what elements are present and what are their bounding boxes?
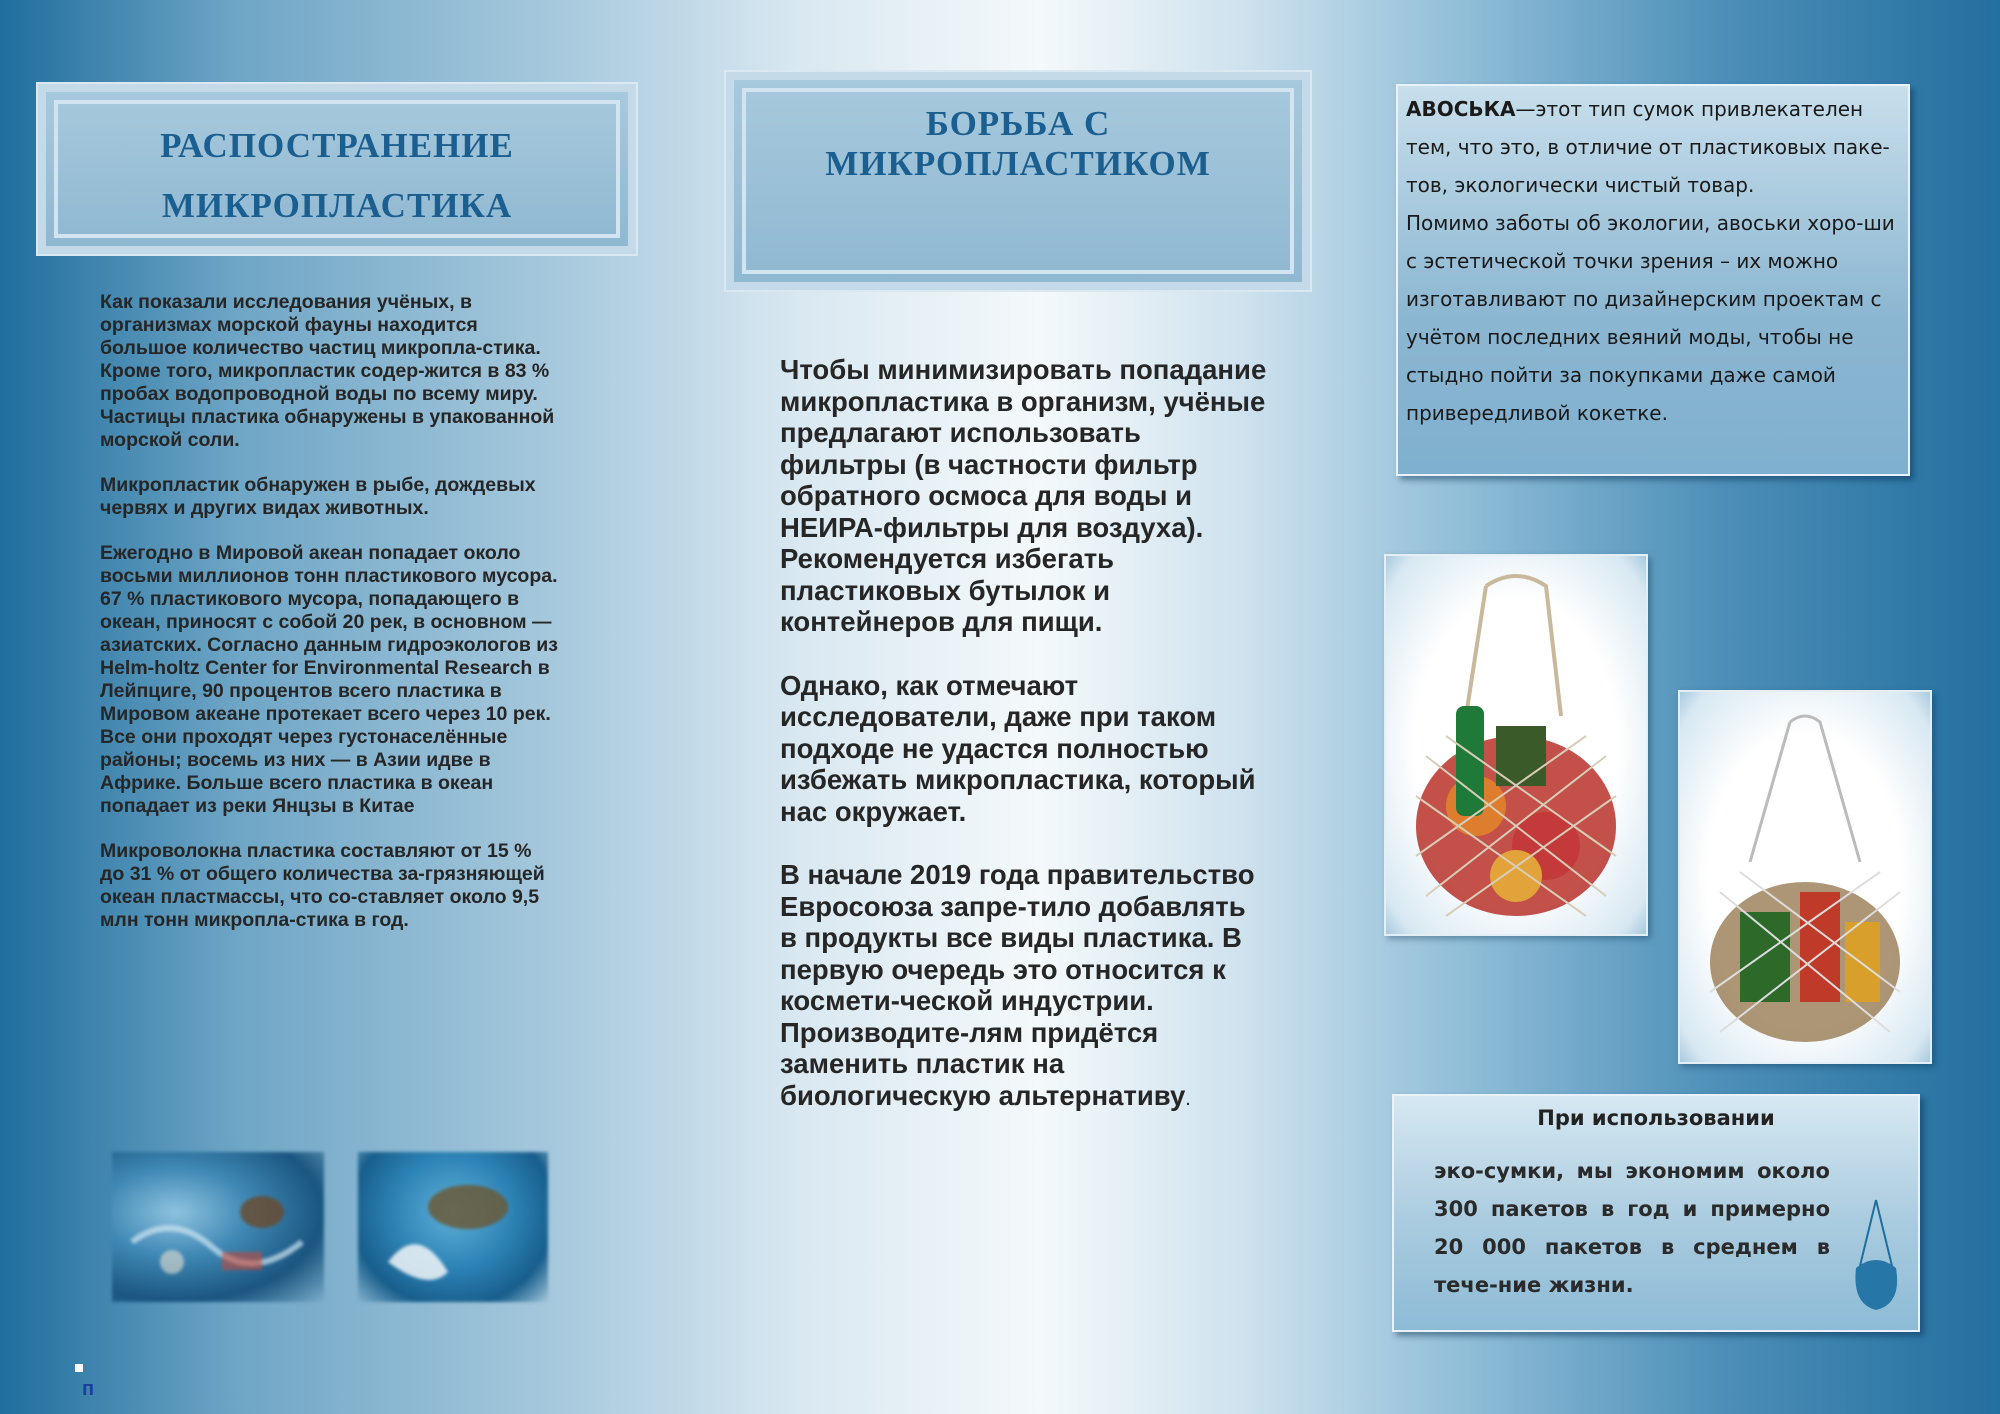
fight-paragraph-2: Однако, как отмечают исследователи, даже при таком подходе не удастся полностью избежать микропластика, который нас окружает. <box>780 669 1256 827</box>
net-bag-icon <box>1386 556 1646 934</box>
net-bag-icon-2 <box>1680 692 1930 1062</box>
usage-info-box <box>1392 1094 1920 1332</box>
fight-paragraph-1: Чтобы минимизировать попадание микропластика в организм, учёные предлагают использовать фильтры (в частности фильтр обратного осмоса для воды и НЕИРА-фильтры для воздуха). Рекомендуется избегать пластиковых бутылок и контейнеров для пищи. <box>780 354 1267 637</box>
turtle-icon <box>358 1152 548 1302</box>
spread-paragraph-4: Микроволокна пластика составляют от 15 % до 31 % от общего количества за-грязняющей океан пластмассы, что со-ставляет около 9,5 млн тонн микропла-стика в год. <box>100 840 545 931</box>
fight-paragraph-3: В начале 2019 года правительство Евросоюза запре-тило добавлять в продукты все виды пластика. В первую очередь это относится к космети-ческой индустрии. Производите-лям придётся заменить пластик на биологическую альтернативу. <box>780 859 1255 1111</box>
bullet-mark <box>75 1364 83 1372</box>
net-bag-photo-2 <box>1678 690 1932 1064</box>
spread-paragraph-1: Как показали исследования учёных, в организмах морской фауны находится большое количество частиц микропла-стика. Кроме того, микропластик содер-жится в 83 % пробах водопроводной воды по всему миру. Частицы пластика обнаружены в упакованной морской соли. <box>100 291 555 451</box>
title-box-fight <box>726 72 1310 290</box>
net-bag-photo-1 <box>1384 554 1648 936</box>
spread-paragraph-3: Ежегодно в Мировой акеан попадает около восьми миллионов тонн пластикового мусора. 67 % пластикового мусора, попадающего в океан, приносят с собой 20 рек, в основном — азиатских. Согласно данным гидроэкологов из Helm-holtz Center for Environmental Research в Лейпциге, 90 процентов всего пластика в Мировом акеане протекает всего через 10 рек. Все они проходят через густонаселённые районы; восемь из них — в Азии идве в Африке. Больше всего пластика в океан попадает из реки Янцзы в Китае <box>100 542 558 817</box>
usage-text: эко-сумки, мы экономим около 300 пакетов в год и примерно 20 000 пакетов в среднем в тече-ние жизни. <box>1434 1159 1830 1297</box>
spread-text <box>100 291 560 954</box>
title-spread: РАСПОСТРАНЕНИЕ МИКРОПЛАСТИКА <box>160 126 514 225</box>
debris-icon <box>112 1152 324 1302</box>
title-box-spread <box>38 84 636 254</box>
avoska-info-box <box>1396 84 1910 476</box>
usage-heading: При использовании <box>1537 1106 1775 1130</box>
fight-text <box>780 354 1270 1147</box>
spread-paragraph-2: Микропластик обнаружен в рыбе, дождевых червях и других видах животных. <box>100 474 536 519</box>
eco-bag-icon <box>1846 1196 1906 1316</box>
ocean-pollution-photo <box>112 1152 324 1302</box>
avoska-term: АВОСЬКА <box>1406 97 1516 121</box>
avoska-text: АВОСЬКА—этот тип сумок привлекателен тем, что это, в отличие от пластиковых паке-тов, экологически чистый товар. Помимо заботы об экологии, авоськи хоро-ши с эстетической точки зрения – их можно изготавливают по дизайнерским проектам с учётом последних веяний моды, чтобы не стыдно пойти за покупками даже самой привередливой кокетке. <box>1406 97 1895 425</box>
footer-mark: п <box>82 1378 95 1400</box>
title-fight: БОРЬБА С МИКРОПЛАСТИКОМ <box>825 104 1211 183</box>
turtle-plastic-photo <box>358 1152 548 1302</box>
